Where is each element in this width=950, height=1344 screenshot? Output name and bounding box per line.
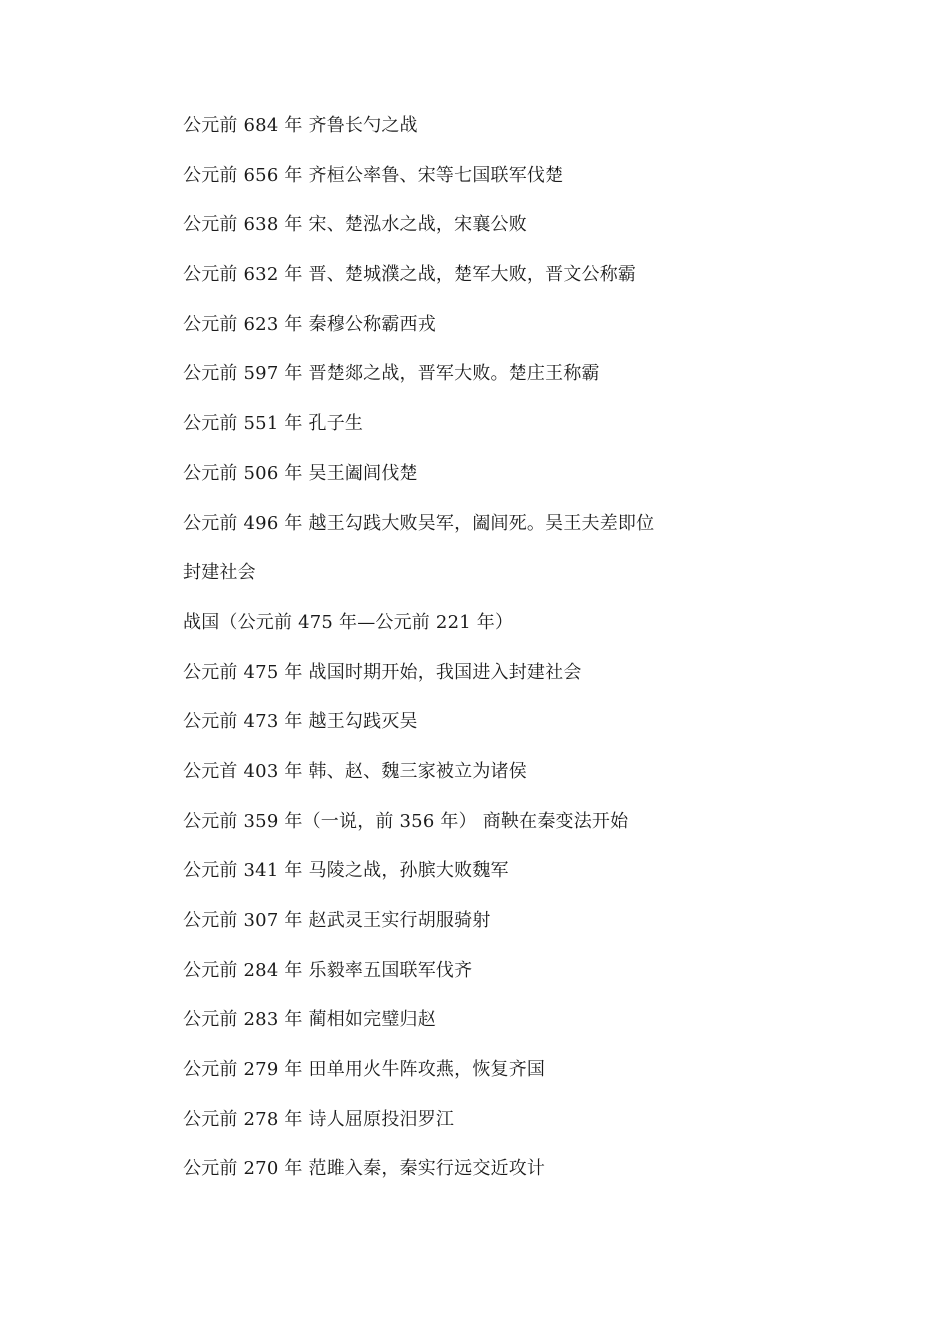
timeline-entry: 公元前 597 年 晋楚郯之战，晋军大败。楚庄王称霸 xyxy=(183,363,600,385)
timeline-entry: 公元前 496 年 越王勾践大败吴军，阖闾死。吴王夫差即位 xyxy=(183,512,655,534)
timeline-entry: 公元前 475 年 战国时期开始，我国进入封建社会 xyxy=(183,661,582,683)
section-heading: 封建社会 xyxy=(183,562,256,584)
timeline-entry: 公元前 278 年 诗人屈原投汨罗江 xyxy=(183,1108,455,1130)
timeline-entry: 公元前 632 年 晋、楚城濮之战，楚军大败，晋文公称霸 xyxy=(183,264,637,286)
timeline-list xyxy=(183,112,883,1205)
timeline-entry: 公元前 284 年 乐毅率五国联军伐齐 xyxy=(183,959,473,981)
timeline-entry: 公元前 279 年 田单用火牛阵攻燕，恢复齐国 xyxy=(183,1059,546,1081)
timeline-entry: 公元前 638 年 宋、楚泓水之战，宋襄公败 xyxy=(183,214,527,236)
timeline-entry: 公元前 270 年 范雎入秦，秦实行远交近攻计 xyxy=(183,1158,546,1180)
timeline-entry: 公元前 359 年（一说，前 356 年） 商鞅在秦变法开始 xyxy=(183,810,629,832)
timeline-entry: 公元前 551 年 孔子生 xyxy=(183,413,364,435)
timeline-entry: 公元前 341 年 马陵之战，孙膑大败魏军 xyxy=(183,860,509,882)
timeline-entry: 公元前 506 年 吴王阖闾伐楚 xyxy=(183,462,418,484)
timeline-entry: 公元前 656 年 齐桓公率鲁、宋等七国联军伐楚 xyxy=(183,164,564,186)
timeline-entry: 公元前 473 年 越王勾践灭吴 xyxy=(183,711,418,733)
period-heading: 战国（公元前 475 年—公元前 221 年） xyxy=(183,611,514,633)
timeline-entry: 公元前 283 年 蔺相如完璧归赵 xyxy=(183,1009,436,1031)
timeline-entry: 公元首 403 年 韩、赵、魏三家被立为诸侯 xyxy=(183,760,527,782)
timeline-entry: 公元前 623 年 秦穆公称霸西戎 xyxy=(183,313,436,335)
timeline-entry: 公元前 307 年 赵武灵王实行胡服骑射 xyxy=(183,910,491,931)
timeline-entry: 公元前 684 年 齐鲁长勺之战 xyxy=(183,115,418,136)
